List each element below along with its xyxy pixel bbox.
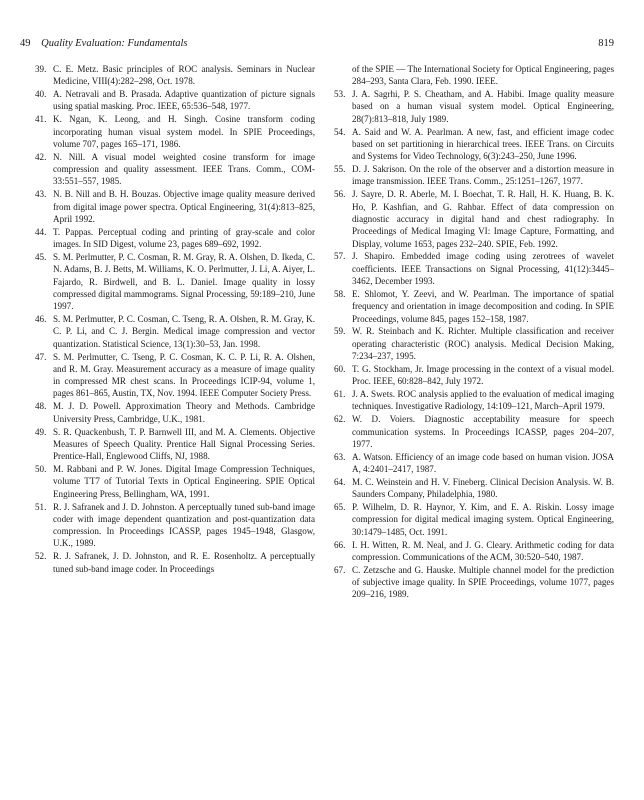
reference-text: K. Ngan, K. Leong, and H. Singh. Cosine transform coding incorporating human visual system model. In SPIE Proceedings, volume 707, pages 165–171, 1986. [53,114,315,149]
reference-entry [334,126,614,163]
reference-number: 44. [35,226,47,237]
running-header [20,38,614,54]
reference-text: of the SPIE — The International Society for Optical Engineering, pages 284–293, Santa Clara, Feb. 1990. IEEE. [352,64,614,87]
reference-entry [35,313,315,350]
reference-entry [334,325,614,362]
reference-number: 54. [334,126,346,137]
reference-entry [35,88,315,113]
reference-text: M. Rabbani and P. W. Jones. Digital Image Compression Techniques, volume TT7 of Tutorial Texts in Optical Engineering. SPIE Optical Engineering Press, Bellingham, WA, 1991. [53,464,315,499]
reference-text: E. Shlomot, Y. Zeevi, and W. Pearlman. The importance of spatial frequency and orientation in image decomposition and coding. In SPIE Proceedings, volume 845, pages 152–158, 1987. [352,288,614,324]
reference-text: N. B. Nill and B. H. Bouzas. Objective image quality measure derived from digital image power spectra. Optical Engineering, 31(4):813–825, April 1992. [53,189,315,224]
reference-entry [334,88,614,125]
reference-entry [35,251,315,312]
reference-number: 55. [334,164,346,175]
reference-text: S. R. Quackenbush, T. P. Barnwell III, and M. A. Clements. Objective Measures of Speech Quality. Prentice Hall Signal Processing Series. Prentice-Hall, Englewood Cliffs, NJ, 1988. [53,426,315,462]
reference-entry [35,550,315,575]
reference-column-left [35,63,315,575]
reference-text: N. Nill. A visual model weighted cosine transform for image compression and quality assessment. IEEE Trans. Comm., COM-33:551–557, 1985. [53,151,315,187]
reference-text: C. E. Metz. Basic principles of ROC analysis. Seminars in Nuclear Medicine, VIII(4):282–298, Oct. 1978. [53,64,315,87]
reference-text: W. R. Steinbach and K. Richter. Multiple classification and receiver operating characteristic (ROC) analysis. Medical Decision Making, 7:234–237, 1995. [352,326,614,361]
reference-entry [334,63,614,88]
reference-text: A. Netravali and B. Prasada. Adaptive quantization of picture signals using spatial masking. Proc. IEEE, 65:536–548, 1977. [53,89,315,112]
reference-column-right [334,63,614,601]
reference-entry [35,113,315,150]
reference-number: 42. [35,151,47,162]
reference-text: M. J. D. Powell. Approximation Theory and Methods. Cambridge University Press, Cambridge, U.K., 1981. [53,401,315,424]
reference-text: P. Wilhelm, D. R. Haynor, Y. Kim, and E. A. Riskin. Lossy image compression for digital medical imaging system. Optical Engineering, 30:1479–1485, Oct. 1991. [352,502,614,537]
reference-entry [334,188,614,249]
reference-number: 52. [35,551,47,562]
reference-entry [334,451,614,476]
reference-number: 66. [334,539,346,550]
reference-number: 65. [334,502,346,513]
reference-text: S. M. Perlmutter, C. Tseng, P. C. Cosman, K. C. P. Li, R. A. Olshen, and R. M. Gray. Measurement accuracy as a measure of image quality in compressed MR chest scans. In Proceedings ICIP-94, volume 1, pages 861–865, Austin, TX, Nov. 1994. IEEE Computer Society Press. [53,351,315,399]
reference-entry [35,400,315,425]
reference-text: J. Shapiro. Embedded image coding using zerotrees of wavelet coefficients. IEEE Transactions on Signal Processing, 41(12):3445–3462, December 1993. [352,251,614,287]
reference-entry [35,501,315,550]
reference-number: 57. [334,251,346,262]
reference-entry [334,163,614,188]
reference-text: S. M. Perlmutter, P. C. Cosman, R. M. Gray, R. A. Olshen, D. Ikeda, C. N. Adams, B. J. Betts, M. Williams, K. O. Perlmutter, J. Li, A. Aiyer, L. Fajardo, R. Birdwell, and B. L. Daniel. Image quality in lossy compressed digital mammograms. Signal Processing, 59:189–210, June 1997. [53,252,315,312]
reference-entry [35,426,315,463]
reference-number: 56. [334,189,346,200]
reference-number: 59. [334,326,346,337]
reference-text: C. Zetzsche and G. Hauske. Multiple channel model for the prediction of subjective image quality. In SPIE Proceedings, volume 1077, pages 209–216, 1989. [352,564,614,600]
page-number: 819 [598,38,614,49]
reference-entry [334,250,614,287]
running-title: Quality Evaluation: Fundamentals [41,38,188,49]
reference-number: 58. [334,288,346,299]
reference-text: T. Pappas. Perceptual coding and printing of gray-scale and color images. In SID Digest, volume 23, pages 689–692, 1992. [53,226,315,250]
reference-text: R. J. Safranek, J. D. Johnston, and R. E. Rosenholtz. A perceptually tuned sub-band image coder. In Proceedings [53,551,315,574]
reference-text: R. J. Safranek and J. D. Johnston. A perceptually tuned sub-band image coder with image dependent quantization and post-quantization data compression. In Proceedings ICASSP, pages 1945–1948, Glasgow, U.K., 1989. [53,501,315,549]
reference-number: 53. [334,89,346,100]
reference-entry [35,151,315,188]
reference-text: A. Watson. Efficiency of an image code based on human vision. JOSA A, 4:2401–2417, 1987. [352,451,614,475]
reference-number: 50. [35,464,47,475]
reference-number: 46. [35,314,47,325]
reference-number: 43. [35,189,47,200]
reference-text: D. J. Sakrison. On the role of the observer and a distortion measure in image transmission. IEEE Trans. Comm., 25:1251–1267, 1977. [352,164,614,187]
header-left [20,38,188,49]
reference-text: M. C. Weinstein and H. V. Fineberg. Clinical Decision Analysis. W. B. Saunders Company, Philadelphia, 1980. [352,476,614,500]
reference-text: J. A. Swets. ROC analysis applied to the evaluation of medical imaging techniques. Investigative Radiology, 14:109–121, March–April 1979. [352,389,614,412]
reference-entry [334,388,614,413]
reference-entry [35,188,315,225]
reference-number: 64. [334,476,346,487]
reference-number: 67. [334,564,346,575]
reference-text: T. G. Stockham, Jr. Image processing in the context of a visual model. Proc. IEEE, 60:828–842, July 1972. [352,363,614,387]
reference-text: I. H. Witten, R. M. Neal, and J. G. Cleary. Arithmetic coding for data compression. Communications of the ACM, 30:520–540, 1987. [352,539,614,562]
reference-number: 39. [35,64,47,74]
reference-entry [334,288,614,325]
reference-entry [334,501,614,538]
reference-number: 63. [334,451,346,462]
reference-entry [334,564,614,601]
reference-entry [35,226,315,251]
reference-number: 62. [334,414,346,425]
reference-text: W. D. Voiers. Diagnostic acceptability measure for speech communication systems. In Proceedings ICASSP, pages 204–207, 1977. [352,414,614,449]
reference-number: 41. [35,114,47,125]
chapter-number: 49 [20,38,31,49]
reference-entry [334,539,614,564]
reference-text: A. Said and W. A. Pearlman. A new, fast, and efficient image codec based on set partitioning in hierarchical trees. IEEE Trans. on Circuits and Systems for Video Technology, 6(3):243–250, June 1996. [352,126,614,162]
reference-entry [334,363,614,388]
reference-entry [35,463,315,500]
reference-text: J. A. Sagrhi, P. S. Cheatham, and A. Habibi. Image quality measure based on a human visual system model. Optical Engineering, 28(7):813–818, July 1989. [352,89,614,124]
reference-number: 45. [35,252,47,263]
reference-number: 60. [334,363,346,374]
reference-number: 40. [35,89,47,100]
reference-text: S. M. Perlmutter, P. C. Cosman, C. Tseng, R. A. Olshen, R. M. Gray, K. C. P. Li, and C. J. Bergin. Medical image compression and vector quantization. Statistical Science, 13(1):30–53, Jan. 1998. [53,314,315,349]
reference-number: 48. [35,401,47,412]
reference-number: 49. [35,426,47,437]
reference-entry [35,351,315,400]
reference-entry [334,413,614,450]
reference-number: 47. [35,351,47,362]
reference-entry [35,63,315,88]
reference-entry [334,476,614,501]
reference-number: 61. [334,389,346,400]
reference-number: 51. [35,501,47,512]
reference-text: J. Sayre, D. R. Aberle, M. I. Boechat, T. R. Hall, H. K. Huang, B. K. Ho, P. Kashfian, and G. Rahbar. Effect of data compression on diagnostic accuracy in digital hand and chest radiography. In Proceedings of Medical Imaging VI: Image Capture, Formatting, and Display, volume 1653, pages 232–240. SPIE, Feb. 1992. [352,189,614,249]
